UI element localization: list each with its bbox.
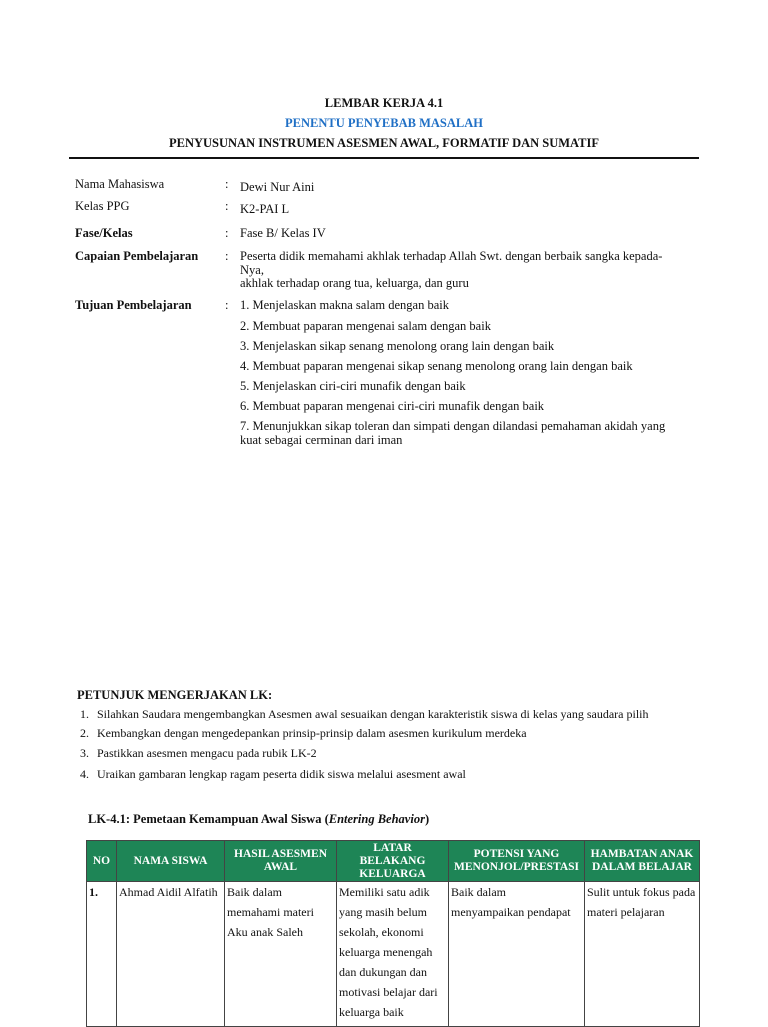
table-row <box>87 882 700 1027</box>
cell-potensi: Baik dalam menyampaikan pendapat <box>449 882 585 1027</box>
column-header-potensi: POTENSI YANG MENONJOL/PRESTASI <box>449 841 585 882</box>
tujuan-item: 2. Membuat paparan mengenai salam dengan baik <box>240 319 491 333</box>
petunjuk-item: 2. Kembangkan dengan mengedepankan prinsip-prinsip dalam asesmen kurikulum merdeka <box>80 726 527 740</box>
tujuan-label: Tujuan Pembelajaran <box>75 298 192 312</box>
lk-title: LK-4.1: Pemetaan Kemampuan Awal Siswa (Entering Behavior) <box>88 812 430 826</box>
tujuan-item: 4. Membuat paparan mengenai sikap senang menolong orang lain dengan baik <box>240 359 633 373</box>
cell-latar: Memiliki satu adik yang masih belum sekolah, ekonomi keluarga menengah dan dukungan dan motivasi belajar dari keluarga baik <box>337 882 449 1027</box>
capaian-line-1: Peserta didik memahami akhlak terhadap Allah Swt. dengan berbaik sangka kepada-Nya, <box>240 249 663 277</box>
kelas-label: Kelas PPG <box>75 199 130 213</box>
cell-hasil: Baik dalam memahami materi Aku anak Saleh <box>225 882 337 1027</box>
tujuan-item: 7. Menunjukkan sikap toleran dan simpati dengan dilandasi pemahaman akidah yang kuat sebagai cerminan dari iman <box>240 419 666 447</box>
column-header-hambatan: HAMBATAN ANAK DALAM BELAJAR <box>585 841 700 882</box>
tujuan-item: 3. Menjelaskan sikap senang menolong orang lain dengan baik <box>240 339 555 353</box>
tujuan-colon: : <box>225 298 229 312</box>
petunjuk-item: 4. Uraikan gambaran lengkap ragam peserta didik siswa melalui asesment awal <box>80 767 466 781</box>
column-header-latar: LATAR BELAKANG KELUARGA <box>337 841 449 882</box>
petunjuk-heading: PETUNJUK MENGERJAKAN LK: <box>77 688 273 702</box>
kelas-colon: : <box>225 199 229 213</box>
capaian-colon: : <box>225 249 229 263</box>
column-header-hasil: HASIL ASESMEN AWAL <box>225 841 337 882</box>
fase-colon: : <box>225 226 229 240</box>
fase-value: Fase B/ Kelas IV <box>240 226 326 240</box>
tujuan-item: 1. Menjelaskan makna salam dengan baik <box>240 298 449 312</box>
tujuan-item: 6. Membuat paparan mengenai ciri-ciri munafik dengan baik <box>240 399 545 413</box>
entering-behavior-table <box>86 840 700 1027</box>
nama-label: Nama Mahasiswa <box>75 177 165 191</box>
column-header-no: NO <box>87 841 117 882</box>
petunjuk-item: 3. Pastikkan asesmen mengacu pada rubik LK-2 <box>80 746 317 760</box>
nama-colon: : <box>225 177 229 191</box>
header-rule <box>69 157 699 159</box>
cell-no: 1. <box>87 882 117 1027</box>
cell-nama: Ahmad Aidil Alfatih <box>117 882 225 1027</box>
nama-value: Dewi Nur Aini <box>240 180 315 194</box>
cell-hambatan: Sulit untuk fokus pada materi pelajaran <box>585 882 700 1027</box>
capaian-line-2: akhlak terhadap orang tua, keluarga, dan guru <box>240 276 469 290</box>
column-header-nama: NAMA SISWA <box>117 841 225 882</box>
fase-label: Fase/Kelas <box>75 226 133 240</box>
table-header-row <box>87 841 700 882</box>
capaian-label: Capaian Pembelajaran <box>75 249 199 263</box>
doc-title: LEMBAR KERJA 4.1 <box>324 96 444 110</box>
doc-heading: PENYUSUNAN INSTRUMEN ASESMEN AWAL, FORMATIF DAN SUMATIF <box>168 136 599 150</box>
tujuan-item: 5. Menjelaskan ciri-ciri munafik dengan baik <box>240 379 466 393</box>
petunjuk-item: 1. Silahkan Saudara mengembangkan Asesmen awal sesuaikan dengan karakteristik siswa di kelas yang saudara pilih <box>80 707 649 721</box>
kelas-value: K2-PAI L <box>240 202 290 216</box>
doc-subtitle: PENENTU PENYEBAB MASALAH <box>285 116 483 130</box>
